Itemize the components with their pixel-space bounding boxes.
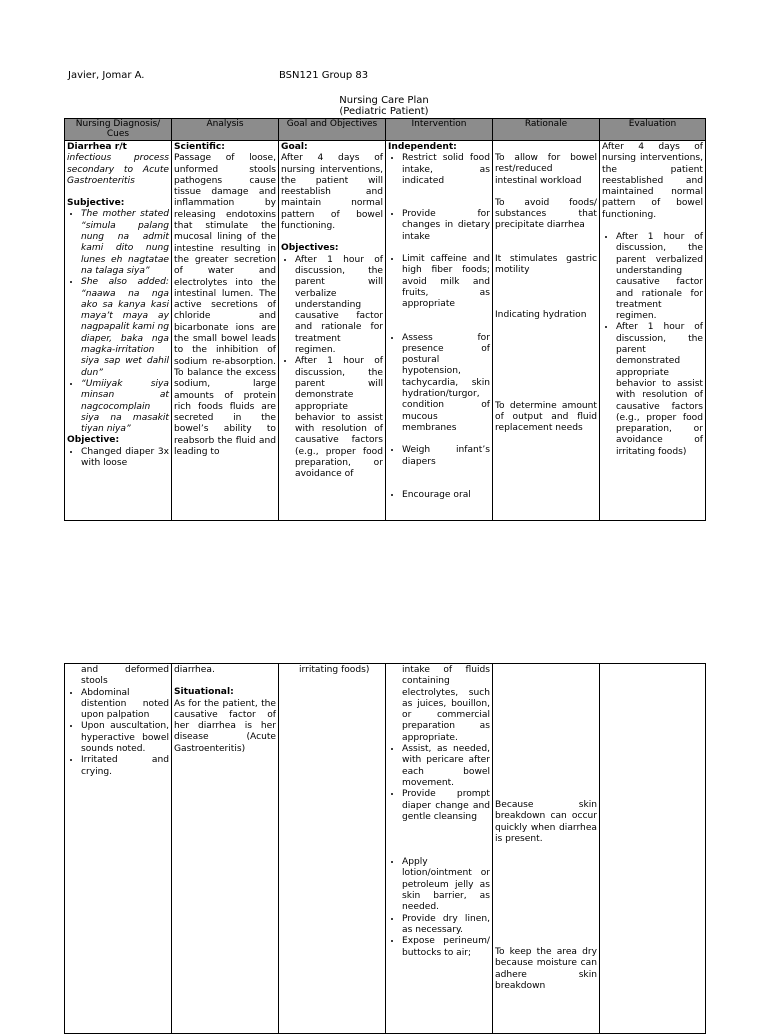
analysis-cell (172, 141, 279, 521)
intervention-item: • Provide dry linen, as necessary. (402, 914, 490, 937)
objectives-label: Objectives: (281, 243, 339, 254)
intervention-cell (386, 141, 493, 521)
objective-item: • After 1 hour of discussion, the parent will verbalize understanding causative factor and rationale for treatment regimen. (295, 255, 383, 357)
rationale-item: Because skin breakdown can occur quickly when diarrhea is present. (495, 800, 597, 844)
diagnosis-cause: infectious process secondary to Acute Gastroenteritis (67, 153, 169, 186)
objective-item: • After 1 hour of discussion, the parent will demonstrate appropriate behavior to assist with resolution of causative factors (e.g., proper food preparation, or avoidance of (295, 356, 383, 480)
diagnosis-cell-continued (65, 664, 172, 1034)
rationale-item: To allow for bowel rest/reduced intestinal workload (495, 153, 597, 186)
intervention-label: Independent: (388, 142, 457, 152)
rationale-item: To avoid foods/ substances that precipitate diarrhea (495, 197, 597, 231)
subjective-cue: • She also added: “naawa na nga ako sa kanya kasi maya’t maya ay nagpapalit kami ng diaper, baka nga magka-irritation siya sap wet dahil dun” (81, 277, 169, 379)
rationale-item: To determine amount of output and fluid replacement needs (495, 400, 597, 434)
care-plan-table-page1 (64, 118, 706, 521)
column-header-evaluation: Evaluation (600, 119, 706, 141)
analysis-continued: diarrhea. (174, 665, 215, 675)
subjective-label: Subjective: (67, 198, 125, 209)
analysis-label: Scientific: (174, 142, 225, 152)
column-header-intervention: Intervention (386, 119, 493, 141)
subjective-cue: • “Umiiyak siya minsan at nagcocomplain siya na masakit tiyan niya” (81, 379, 169, 435)
subjective-cue: • The mother stated “simula palang nung na admit kami dito nung lunes eh nagtatae na talaga siya” (81, 209, 169, 277)
intervention-item: • Assist, as needed, with pericare after each bowel movement. (402, 744, 490, 789)
intervention-item: • Restrict solid food intake, as indicated (402, 153, 490, 187)
analysis-cell-continued (172, 664, 279, 1034)
objective-cue: • Changed diaper 3x with loose (81, 447, 169, 470)
objective-label: Objective: (67, 435, 120, 446)
document-subtitle: (Pediatric Patient) (339, 106, 429, 117)
goal-cell-continued (279, 664, 386, 1034)
goal-text: After 4 days of nursing interventions, the patient will reestablish and maintain normal pattern of bowel functioning. (281, 153, 383, 232)
evaluation-item: • After 1 hour of discussion, the parent demonstrated appropriate behavior to assist with resolution of causative factors (e.g., proper food preparation, or avoidance of irritating foods) (616, 322, 703, 458)
evaluation-cell (600, 141, 706, 521)
goal-label: Goal: (281, 142, 308, 152)
situational-text: As for the patient, the causative factor of her diarrhea is her disease (Acute Gastroenteritis) (174, 698, 276, 754)
goal-continued: irritating foods) (299, 665, 370, 675)
intervention-item: • Encourage oral (402, 490, 490, 501)
intervention-item: • Limit caffeine and high fiber foods; avoid milk and fruits, as appropriate (402, 254, 490, 310)
intervention-item: • Apply lotion/ointment or petroleum jelly as skin barrier, as needed. (402, 857, 490, 913)
situational-label: Situational: (174, 687, 234, 698)
column-header-analysis: Analysis (172, 119, 279, 141)
rationale-cell (493, 141, 600, 521)
document-title: Nursing Care Plan (339, 95, 429, 106)
objective-cue: • Irritated and crying. (81, 755, 169, 778)
column-header-diagnosis: Nursing Diagnosis/ Cues (65, 119, 172, 141)
group-label: BSN121 Group 83 (279, 70, 369, 81)
diagnosis-title: Diarrhea r/t (67, 142, 127, 152)
diagnosis-continued: and deformed stools (81, 665, 169, 687)
intervention-item: • Weigh infant’s diapers (402, 445, 490, 468)
rationale-item: To keep the area dry because moisture can adhere skin breakdown (495, 947, 597, 992)
intervention-item: • Assess for presence of postural hypotension, tachycardia, skin hydration/turgor, condition of mucous membranes (402, 333, 490, 435)
column-header-rationale: Rationale (493, 119, 600, 141)
evaluation-cell-continued (600, 664, 706, 1034)
objective-cue: • Upon auscultation, hyperactive bowel sounds noted. (81, 721, 169, 755)
intervention-cell-continued (386, 664, 493, 1034)
analysis-text: Passage of loose, unformed stools pathogens cause tissue damage and inflammation by releasing endotoxins that stimulate the mucosal lining of the intestine resulting in the greater secretion of water and electrolytes into the intestinal lumen. The active secretions of chloride and bicarbonate ions are the small bowel leads to the inhibition of sodium re-absorption. To balance the excess sodium, large amounts of protein rich foods fluids are secreted in the bowel’s ability to reabsorb the fluid and leading to (174, 153, 276, 458)
diagnosis-cell (65, 141, 172, 521)
evaluation-item: • After 1 hour of discussion, the parent verbalized understanding causative factor and rationale for treatment regimen. (616, 232, 703, 322)
rationale-item: Indicating hydration (495, 310, 587, 321)
rationale-cell-continued (493, 664, 600, 1034)
intervention-item: • Provide for changes in dietary intake (402, 209, 490, 243)
intervention-item: • Expose perineum/ buttocks to air; (402, 936, 490, 959)
goal-cell (279, 141, 386, 521)
care-plan-table-page2 (64, 663, 706, 1034)
intervention-item: • Provide prompt diaper change and gentle cleansing (402, 789, 490, 823)
author-name: Javier, Jomar A. (68, 70, 145, 81)
rationale-item: It stimulates gastric motility (495, 253, 597, 276)
evaluation-intro: After 4 days of nursing interventions, the patient reestablished and maintained normal pattern of bowel functioning. (602, 142, 703, 220)
column-header-goal: Goal and Objectives (279, 119, 386, 141)
intervention-continued: intake of fluids containing electrolytes, such as juices, bouillon, or commercial preparation as appropriate. (402, 665, 490, 743)
objective-cue: • Abdominal distention noted upon palpation (81, 688, 169, 722)
